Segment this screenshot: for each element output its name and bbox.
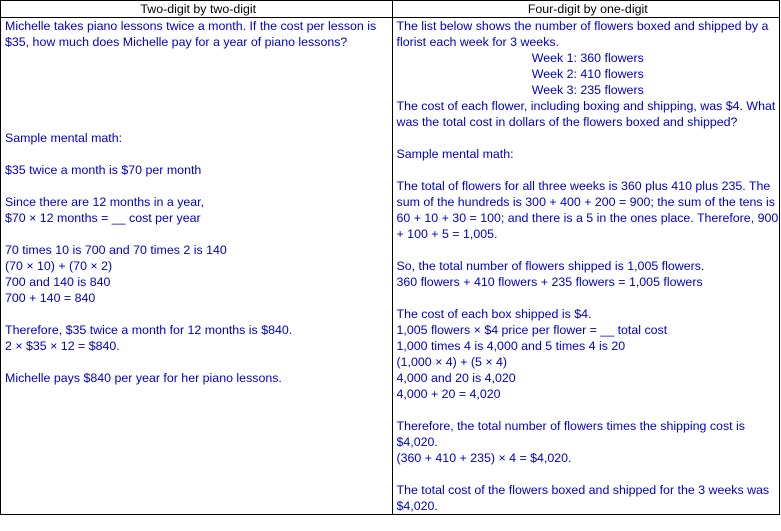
step-text: (360 + 410 + 235) × 4 = $4,020. [396, 451, 572, 465]
step-text: So, the total number of flowers shipped is 1,005 flowers. [396, 259, 705, 273]
step-text: 360 flowers + 410 flowers + 235 flowers = 1,005 flowers [396, 275, 703, 289]
four-digit-cell [392, 18, 780, 515]
step-text: 2 × $35 × 12 = $840. [5, 339, 120, 353]
step-text: $35 twice a month is $70 per month [5, 163, 202, 177]
step-text: 70 times 10 is 700 and 70 times 2 is 140 [5, 243, 227, 257]
flower-problem-intro: The list below shows the number of flowers boxed and shipped by a florist each week for 3 weeks. [396, 19, 769, 49]
step-text: 700 and 140 is 840 [5, 275, 111, 289]
step-text: $70 × 12 months = __ cost per year [5, 211, 201, 225]
content-row [1, 18, 780, 515]
step-text: (70 × 10) + (70 × 2) [5, 259, 113, 273]
sample-label: Sample mental math: [5, 131, 123, 145]
therefore-paragraph: Therefore, the total number of flowers times the shipping cost is $4,020. [396, 419, 745, 449]
week-line: Week 3: 235 flowers [531, 83, 644, 97]
header-four-digit: Four-digit by one-digit [392, 1, 780, 18]
step-text: 4,000 and 20 is 4,020 [396, 371, 516, 385]
flower-problem-question: The cost of each flower, including boxing and shipping, was $4. What was the total cost in dollars of the flowers boxed and shipped? [396, 99, 776, 129]
two-digit-cell [1, 18, 393, 515]
sample-label: Sample mental math: [396, 147, 514, 161]
step-text: 1,005 flowers × $4 price per flower = __ total cost [396, 323, 668, 337]
week-line: Week 2: 410 flowers [531, 67, 644, 81]
week-line: Week 1: 360 flowers [531, 51, 644, 65]
conclusion-text: Michelle pays $840 per year for her piano lessons. [5, 371, 282, 385]
step-text: Therefore, $35 twice a month for 12 months is $840. [5, 323, 293, 337]
step-text: 4,000 + 20 = 4,020 [396, 387, 501, 401]
piano-problem: Michelle takes piano lessons twice a month. If the cost per lesson is $35, how much does Michelle pay for a year of piano lessons? [5, 19, 377, 49]
header-row [1, 1, 780, 18]
step-text: (1,000 × 4) + (5 × 4) [396, 355, 508, 369]
step-text: 700 + 140 = 840 [5, 291, 96, 305]
step-text: Since there are 12 months in a year, [5, 195, 205, 209]
conclusion-text: The total cost of the flowers boxed and shipped for the 3 weeks was $4,020. [396, 483, 770, 513]
step-text: 1,000 times 4 is 4,000 and 5 times 4 is 20 [396, 339, 626, 353]
sum-paragraph: The total of flowers for all three weeks is 360 plus 410 plus 235. The sum of the hundreds is 300 + 400 + 200 = 900; the sum of the tens is 60 + 10 + 30 = 100; and there is a 5 in the ones place. Therefore, 900 + 100 + 5 = 1,005. [396, 179, 779, 241]
header-two-digit: Two-digit by two-digit [1, 1, 393, 18]
step-text: The cost of each box shipped is $4. [396, 307, 592, 321]
